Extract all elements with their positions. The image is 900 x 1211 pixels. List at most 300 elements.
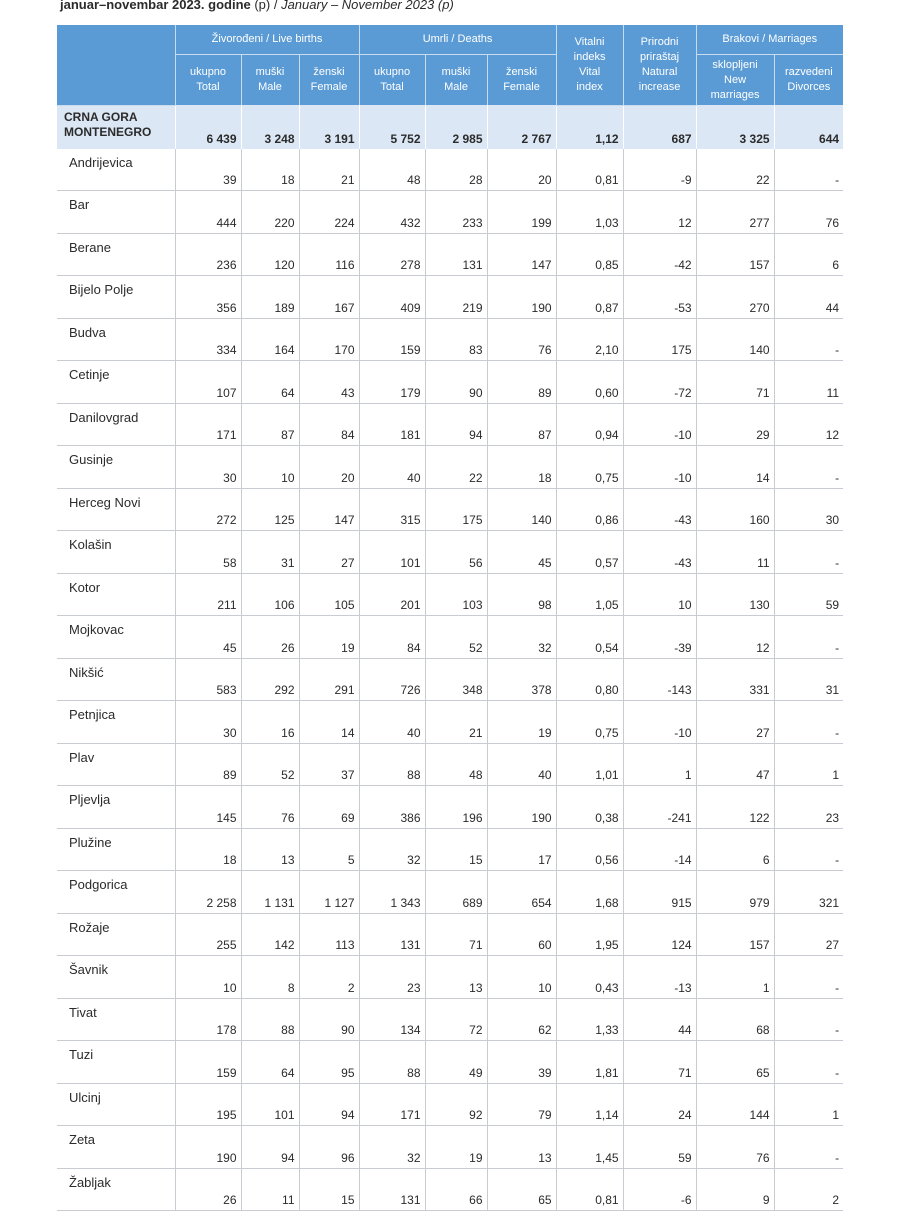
table-cell: 48 [425, 743, 487, 786]
total-cell: 644 [774, 105, 843, 149]
caption-period-english: January – November 2023 (p) [281, 0, 454, 12]
table-cell: 68 [696, 998, 774, 1041]
table-cell: 32 [359, 828, 425, 871]
table-cell: 0,80 [556, 658, 623, 701]
table-cell: 13 [425, 956, 487, 999]
table-cell: 15 [299, 1168, 359, 1211]
table-cell: 28 [425, 149, 487, 191]
table-cell: 84 [299, 403, 359, 446]
table-cell: 134 [359, 998, 425, 1041]
table-cell: 95 [299, 1041, 359, 1084]
table-cell: 125 [241, 488, 299, 531]
table-cell: 726 [359, 658, 425, 701]
table-cell: 131 [359, 913, 425, 956]
table-cell: 105 [299, 573, 359, 616]
table-row [57, 743, 843, 786]
table-cell: -53 [623, 276, 696, 319]
municipality-name: Gusinje [57, 446, 175, 489]
table-cell: -43 [623, 531, 696, 574]
table-cell: 58 [175, 531, 241, 574]
table-cell: 94 [425, 403, 487, 446]
table-cell: 59 [623, 1126, 696, 1169]
table-cell: 43 [299, 361, 359, 404]
table-cell: 12 [696, 616, 774, 659]
table-cell: 2 [774, 1168, 843, 1211]
table-cell: 1,33 [556, 998, 623, 1041]
table-cell: 12 [623, 191, 696, 234]
municipality-name: Bijelo Polje [57, 276, 175, 319]
municipality-name: Pljevlja [57, 786, 175, 829]
municipality-name: Bar [57, 191, 175, 234]
table-cell: 22 [425, 446, 487, 489]
table-cell: 0,85 [556, 233, 623, 276]
table-cell: 29 [696, 403, 774, 446]
table-cell: 44 [623, 998, 696, 1041]
header-deaths: Umrli / Deaths [359, 25, 556, 55]
table-cell: 190 [175, 1126, 241, 1169]
table-cell: 69 [299, 786, 359, 829]
table-cell: 224 [299, 191, 359, 234]
table-row [57, 318, 843, 361]
municipality-name: Zeta [57, 1126, 175, 1169]
table-cell: 84 [359, 616, 425, 659]
table-cell: 378 [487, 658, 556, 701]
table-cell: 48 [359, 149, 425, 191]
table-cell: 120 [241, 233, 299, 276]
table-cell: 1 127 [299, 871, 359, 914]
table-cell: - [774, 446, 843, 489]
table-row [57, 233, 843, 276]
header-divorces: razvedeni Divorces [774, 55, 843, 106]
table-cell: 56 [425, 531, 487, 574]
table-cell: 386 [359, 786, 425, 829]
municipality-name: Plužine [57, 828, 175, 871]
table-cell: 915 [623, 871, 696, 914]
table-cell: 142 [241, 913, 299, 956]
table-cell: 147 [299, 488, 359, 531]
table-cell: 0,57 [556, 531, 623, 574]
total-row-name: CRNA GORA MONTENEGRO [57, 105, 175, 149]
table-cell: 6 [696, 828, 774, 871]
table-cell: 21 [425, 701, 487, 744]
caption-period: januar–novembar 2023. godine [60, 0, 251, 12]
table-cell: -10 [623, 403, 696, 446]
header-births-total: ukupno Total [175, 55, 241, 106]
table-cell: 0,54 [556, 616, 623, 659]
table-cell: 76 [774, 191, 843, 234]
header-corner [57, 25, 175, 105]
table-cell: 62 [487, 998, 556, 1041]
table-cell: 167 [299, 276, 359, 319]
table-cell: 113 [299, 913, 359, 956]
table-row [57, 658, 843, 701]
table-caption [60, 0, 454, 12]
table-cell: 101 [241, 1083, 299, 1126]
table-cell: 130 [696, 573, 774, 616]
municipality-name: Podgorica [57, 871, 175, 914]
table-cell: 24 [623, 1083, 696, 1126]
table-row [57, 446, 843, 489]
table-cell: 16 [241, 701, 299, 744]
table-cell: 71 [623, 1041, 696, 1084]
table-cell: 88 [359, 1041, 425, 1084]
table-cell: 27 [774, 913, 843, 956]
header-births-female: ženski Female [299, 55, 359, 106]
table-cell: 0,81 [556, 1168, 623, 1211]
table-cell: 94 [299, 1083, 359, 1126]
table-cell: 8 [241, 956, 299, 999]
municipality-name: Kolašin [57, 531, 175, 574]
table-cell: 654 [487, 871, 556, 914]
table-cell: 45 [175, 616, 241, 659]
table-cell: -143 [623, 658, 696, 701]
table-row [57, 1126, 843, 1169]
table-cell: 348 [425, 658, 487, 701]
municipality-name: Herceg Novi [57, 488, 175, 531]
table-cell: 17 [487, 828, 556, 871]
table-cell: 27 [696, 701, 774, 744]
table-cell: 321 [774, 871, 843, 914]
table-cell: 157 [696, 913, 774, 956]
municipality-name: Rožaje [57, 913, 175, 956]
table-cell: 0,94 [556, 403, 623, 446]
table-cell: 89 [487, 361, 556, 404]
total-cell: 2 767 [487, 105, 556, 149]
table-row [57, 956, 843, 999]
table-cell: - [774, 956, 843, 999]
municipality-name: Tivat [57, 998, 175, 1041]
table-cell: 13 [241, 828, 299, 871]
table-cell: 76 [241, 786, 299, 829]
table-cell: 170 [299, 318, 359, 361]
table-row [57, 616, 843, 659]
table-cell: 1 [623, 743, 696, 786]
table-cell: 39 [175, 149, 241, 191]
table-cell: 20 [299, 446, 359, 489]
total-cell: 2 985 [425, 105, 487, 149]
table-cell: 60 [487, 913, 556, 956]
header-deaths-male: muški Male [425, 55, 487, 106]
table-cell: 0,56 [556, 828, 623, 871]
header-deaths-total: ukupno Total [359, 55, 425, 106]
table-cell: 1,81 [556, 1041, 623, 1084]
table-row [57, 276, 843, 319]
table-cell: 292 [241, 658, 299, 701]
table-cell: 1,03 [556, 191, 623, 234]
table-cell: 20 [487, 149, 556, 191]
table-cell: 1,01 [556, 743, 623, 786]
municipality-name: Plav [57, 743, 175, 786]
municipality-name: Danilovgrad [57, 403, 175, 446]
table-cell: 87 [487, 403, 556, 446]
table-cell: 181 [359, 403, 425, 446]
table-body [57, 105, 843, 1211]
table-cell: 211 [175, 573, 241, 616]
table-cell: 145 [175, 786, 241, 829]
table-cell: 689 [425, 871, 487, 914]
table-cell: 175 [623, 318, 696, 361]
table-cell: - [774, 828, 843, 871]
table-cell: 195 [175, 1083, 241, 1126]
table-cell: 1 [696, 956, 774, 999]
table-cell: 47 [696, 743, 774, 786]
header-deaths-female: ženski Female [487, 55, 556, 106]
table-cell: 71 [425, 913, 487, 956]
table-row [57, 191, 843, 234]
table-cell: 14 [696, 446, 774, 489]
table-cell: 19 [487, 701, 556, 744]
table-row [57, 1168, 843, 1211]
table-cell: 0,87 [556, 276, 623, 319]
table-cell: 334 [175, 318, 241, 361]
table-cell: 157 [696, 233, 774, 276]
table-cell: 159 [359, 318, 425, 361]
table-cell: 23 [359, 956, 425, 999]
table-cell: 1 131 [241, 871, 299, 914]
header-vital-index: Vitalni indeks Vital index [556, 25, 623, 105]
municipality-name: Nikšić [57, 658, 175, 701]
municipality-name: Šavnik [57, 956, 175, 999]
table-cell: 94 [241, 1126, 299, 1169]
table-cell: 315 [359, 488, 425, 531]
table-cell: 0,86 [556, 488, 623, 531]
table-cell: 196 [425, 786, 487, 829]
table-cell: 1 [774, 743, 843, 786]
table-cell: 278 [359, 233, 425, 276]
table-cell: 140 [696, 318, 774, 361]
table-header [57, 25, 843, 105]
table-cell: 27 [299, 531, 359, 574]
municipality-name: Petnjica [57, 701, 175, 744]
table-cell: -42 [623, 233, 696, 276]
table-cell: 11 [774, 361, 843, 404]
table-cell: 1 [774, 1083, 843, 1126]
table-cell: 22 [696, 149, 774, 191]
table-cell: - [774, 531, 843, 574]
table-cell: 83 [425, 318, 487, 361]
table-cell: 175 [425, 488, 487, 531]
table-cell: 10 [623, 573, 696, 616]
table-cell: 96 [299, 1126, 359, 1169]
table-cell: 106 [241, 573, 299, 616]
table-cell: 11 [696, 531, 774, 574]
header-live-births: Živorođeni / Live births [175, 25, 359, 55]
table-cell: 52 [241, 743, 299, 786]
table-cell: 12 [774, 403, 843, 446]
table-cell: 10 [487, 956, 556, 999]
table-row [57, 361, 843, 404]
table-cell: 65 [696, 1041, 774, 1084]
total-row [57, 105, 843, 149]
table-row [57, 488, 843, 531]
table-cell: 79 [487, 1083, 556, 1126]
table-row [57, 828, 843, 871]
table-cell: 65 [487, 1168, 556, 1211]
table-cell: 18 [487, 446, 556, 489]
table-cell: 979 [696, 871, 774, 914]
table-cell: -6 [623, 1168, 696, 1211]
table-cell: 164 [241, 318, 299, 361]
table-cell: 272 [175, 488, 241, 531]
table-cell: 0,38 [556, 786, 623, 829]
table-cell: 9 [696, 1168, 774, 1211]
municipality-name: Tuzi [57, 1041, 175, 1084]
table-cell: 178 [175, 998, 241, 1041]
table-cell: 1 343 [359, 871, 425, 914]
table-cell: 39 [487, 1041, 556, 1084]
table-cell: 190 [487, 276, 556, 319]
table-cell: - [774, 1126, 843, 1169]
table-cell: 64 [241, 361, 299, 404]
total-cell: 5 752 [359, 105, 425, 149]
table-row [57, 701, 843, 744]
table-cell: - [774, 998, 843, 1041]
table-cell: 31 [241, 531, 299, 574]
table-cell: 236 [175, 233, 241, 276]
table-cell: 101 [359, 531, 425, 574]
table-cell: 66 [425, 1168, 487, 1211]
table-cell: 122 [696, 786, 774, 829]
table-cell: 160 [696, 488, 774, 531]
table-cell: 219 [425, 276, 487, 319]
table-cell: - [774, 1041, 843, 1084]
table-row [57, 786, 843, 829]
table-cell: 1,45 [556, 1126, 623, 1169]
table-cell: 171 [175, 403, 241, 446]
table-cell: 5 [299, 828, 359, 871]
table-cell: 14 [299, 701, 359, 744]
municipality-name: Andrijevica [57, 149, 175, 191]
table-cell: 124 [623, 913, 696, 956]
table-cell: 37 [299, 743, 359, 786]
table-row [57, 149, 843, 191]
table-cell: 0,43 [556, 956, 623, 999]
table-cell: 18 [175, 828, 241, 871]
municipality-name: Kotor [57, 573, 175, 616]
table-cell: -39 [623, 616, 696, 659]
table-cell: 31 [774, 658, 843, 701]
table-cell: 11 [241, 1168, 299, 1211]
municipality-name: Mojkovac [57, 616, 175, 659]
header-new-marriages: sklopljeni New marriages [696, 55, 774, 106]
table-cell: 2 [299, 956, 359, 999]
table-cell: 90 [425, 361, 487, 404]
table-cell: 90 [299, 998, 359, 1041]
table-cell: 1,95 [556, 913, 623, 956]
table-row [57, 573, 843, 616]
table-cell: 171 [359, 1083, 425, 1126]
table-cell: 409 [359, 276, 425, 319]
table-cell: 15 [425, 828, 487, 871]
table-row [57, 531, 843, 574]
table-cell: 64 [241, 1041, 299, 1084]
table-cell: - [774, 701, 843, 744]
table-cell: 23 [774, 786, 843, 829]
table-cell: 2 258 [175, 871, 241, 914]
table-cell: 0,75 [556, 701, 623, 744]
header-marriages: Brakovi / Marriages [696, 25, 843, 55]
table-cell: 49 [425, 1041, 487, 1084]
table-cell: 147 [487, 233, 556, 276]
table-cell: 40 [359, 701, 425, 744]
table-cell: 59 [774, 573, 843, 616]
municipality-name: Budva [57, 318, 175, 361]
table-row [57, 1041, 843, 1084]
total-cell: 3 325 [696, 105, 774, 149]
table-cell: 0,81 [556, 149, 623, 191]
table-row [57, 871, 843, 914]
municipality-name: Žabljak [57, 1168, 175, 1211]
table-row [57, 998, 843, 1041]
table-cell: -10 [623, 446, 696, 489]
table-cell: 88 [241, 998, 299, 1041]
table-cell: 30 [175, 446, 241, 489]
table-cell: 107 [175, 361, 241, 404]
table-cell: -10 [623, 701, 696, 744]
table-cell: 71 [696, 361, 774, 404]
vital-statistics-table [57, 25, 843, 1211]
table-cell: 131 [359, 1168, 425, 1211]
table-row [57, 403, 843, 446]
table-cell: 432 [359, 191, 425, 234]
table-cell: 140 [487, 488, 556, 531]
table-cell: 72 [425, 998, 487, 1041]
table-cell: 116 [299, 233, 359, 276]
total-cell: 3 191 [299, 105, 359, 149]
table-cell: -9 [623, 149, 696, 191]
table-cell: -241 [623, 786, 696, 829]
table-cell: 1,68 [556, 871, 623, 914]
table-cell: 277 [696, 191, 774, 234]
municipality-name: Berane [57, 233, 175, 276]
municipality-name: Ulcinj [57, 1083, 175, 1126]
table-cell: 13 [487, 1126, 556, 1169]
table-cell: 199 [487, 191, 556, 234]
table-cell: 32 [487, 616, 556, 659]
table-cell: 2,10 [556, 318, 623, 361]
table-cell: 331 [696, 658, 774, 701]
table-cell: 131 [425, 233, 487, 276]
table-cell: 32 [359, 1126, 425, 1169]
table-cell: 40 [359, 446, 425, 489]
table-cell: 1,05 [556, 573, 623, 616]
table-cell: 179 [359, 361, 425, 404]
caption-separator: (p) / [250, 0, 282, 12]
table-cell: 45 [487, 531, 556, 574]
table-cell: 255 [175, 913, 241, 956]
table-row [57, 913, 843, 956]
table-cell: 52 [425, 616, 487, 659]
table-cell: 291 [299, 658, 359, 701]
table-cell: 103 [425, 573, 487, 616]
total-cell: 1,12 [556, 105, 623, 149]
table-cell: 159 [175, 1041, 241, 1084]
municipality-name: Cetinje [57, 361, 175, 404]
table-row [57, 1083, 843, 1126]
table-cell: 98 [487, 573, 556, 616]
table-cell: 26 [175, 1168, 241, 1211]
table-cell: 19 [425, 1126, 487, 1169]
table-cell: 220 [241, 191, 299, 234]
table-cell: 44 [774, 276, 843, 319]
table-cell: 88 [359, 743, 425, 786]
table-cell: 1,14 [556, 1083, 623, 1126]
table-cell: 30 [774, 488, 843, 531]
table-cell: 89 [175, 743, 241, 786]
table-cell: -43 [623, 488, 696, 531]
total-cell: 6 439 [175, 105, 241, 149]
table-cell: 0,60 [556, 361, 623, 404]
